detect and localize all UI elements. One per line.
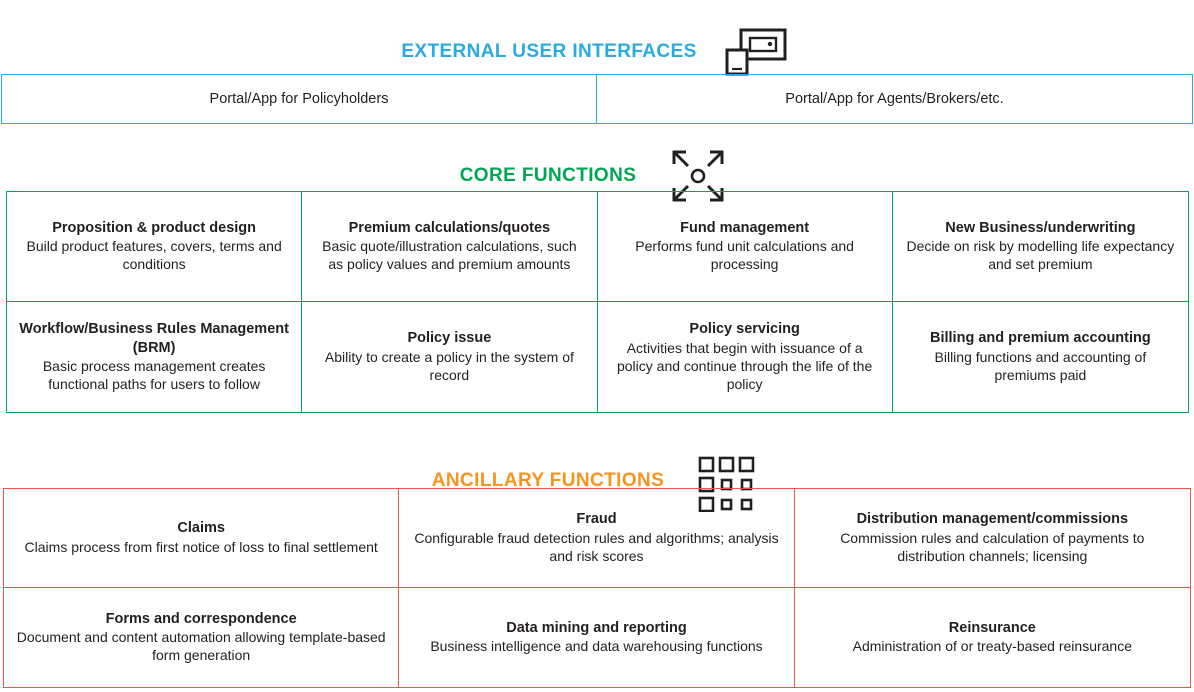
ancillary-cell-fraud[interactable] [399,489,794,588]
cell-description: Basic process management creates functional paths for users to follow [42,358,266,393]
cell-title: Premium calculations/quotes [348,219,551,236]
cell-title: Policy issue [407,330,492,347]
cell-title: Billing and premium accounting [930,330,1151,347]
cell-description: Administration of or treaty-based reinsurance [852,638,1132,655]
cell-title: Claims [177,520,225,537]
devices-icon [723,28,793,76]
external-cell-policyholders[interactable] [2,75,597,123]
cell-title: Distribution management/commissions [856,511,1129,528]
external-interfaces-grid [1,74,1193,124]
cell-title: Portal/App for Agents/Brokers/etc. [785,90,1004,107]
cell-description: Configurable fraud detection rules and algorithms; analysis and risk scores [414,529,779,564]
cell-title: New Business/underwriting [945,219,1136,236]
ancillary-cell-data-mining-reporting[interactable] [399,588,794,687]
core-functions-grid [6,191,1189,413]
core-cell-workflow-brm[interactable] [7,302,302,412]
cell-title: Reinsurance [948,619,1036,636]
cell-description: Claims process from first notice of loss to final settlement [24,538,378,555]
cell-description: Business intelligence and data warehousing functions [430,638,763,655]
cell-description: Ability to create a policy in the system of record [324,348,574,383]
cell-title: Data mining and reporting [506,619,687,636]
core-cell-fund-management[interactable] [598,192,893,302]
section-title-ancillary: ANCILLARY FUNCTIONS [431,470,665,491]
core-cell-policy-issue[interactable] [302,302,597,412]
cell-description: Basic quote/illustration calculations, such as policy values and premium amounts [322,238,577,273]
ancillary-cell-reinsurance[interactable] [795,588,1190,687]
cell-title: Portal/App for Policyholders [209,90,389,107]
core-cell-billing-premium-accounting[interactable] [893,302,1188,412]
cell-title: Forms and correspondence [105,610,297,627]
cell-title: Workflow/Business Rules Management (BRM) [19,321,289,356]
ancillary-cell-distribution-management[interactable] [795,489,1190,588]
cell-description: Build product features, covers, terms and conditions [26,238,282,273]
ancillary-cell-forms-correspondence[interactable] [4,588,399,687]
cell-title: Policy servicing [689,321,800,338]
cell-title: Proposition & product design [52,219,257,236]
ancillary-functions-grid [3,488,1191,688]
cell-title: Fund management [680,219,810,236]
section-title-core: CORE FUNCTIONS [459,165,637,186]
core-cell-policy-servicing[interactable] [598,302,893,412]
external-cell-agents[interactable] [597,75,1192,123]
cell-title: Fraud [576,511,617,528]
core-cell-proposition-product-design[interactable] [7,192,302,302]
section-title-external: EXTERNAL USER INTERFACES [401,41,697,62]
cell-description: Activities that begin with issuance of a policy and continue through the life of the policy [616,339,873,392]
core-cell-new-business-underwriting[interactable] [893,192,1188,302]
cell-description: Performs fund unit calculations and processing [635,238,854,273]
cell-description: Document and content automation allowing template-based form generation [16,629,386,664]
core-cell-premium-calculations[interactable] [302,192,597,302]
cell-description: Billing functions and accounting of premiums paid [934,348,1147,383]
ancillary-cell-claims[interactable] [4,489,399,588]
section-header-external [0,28,1194,76]
cell-description: Decide on risk by modelling life expectancy and set premium [906,238,1175,273]
cell-description: Commission rules and calculation of payments to distribution channels; licensing [840,529,1145,564]
